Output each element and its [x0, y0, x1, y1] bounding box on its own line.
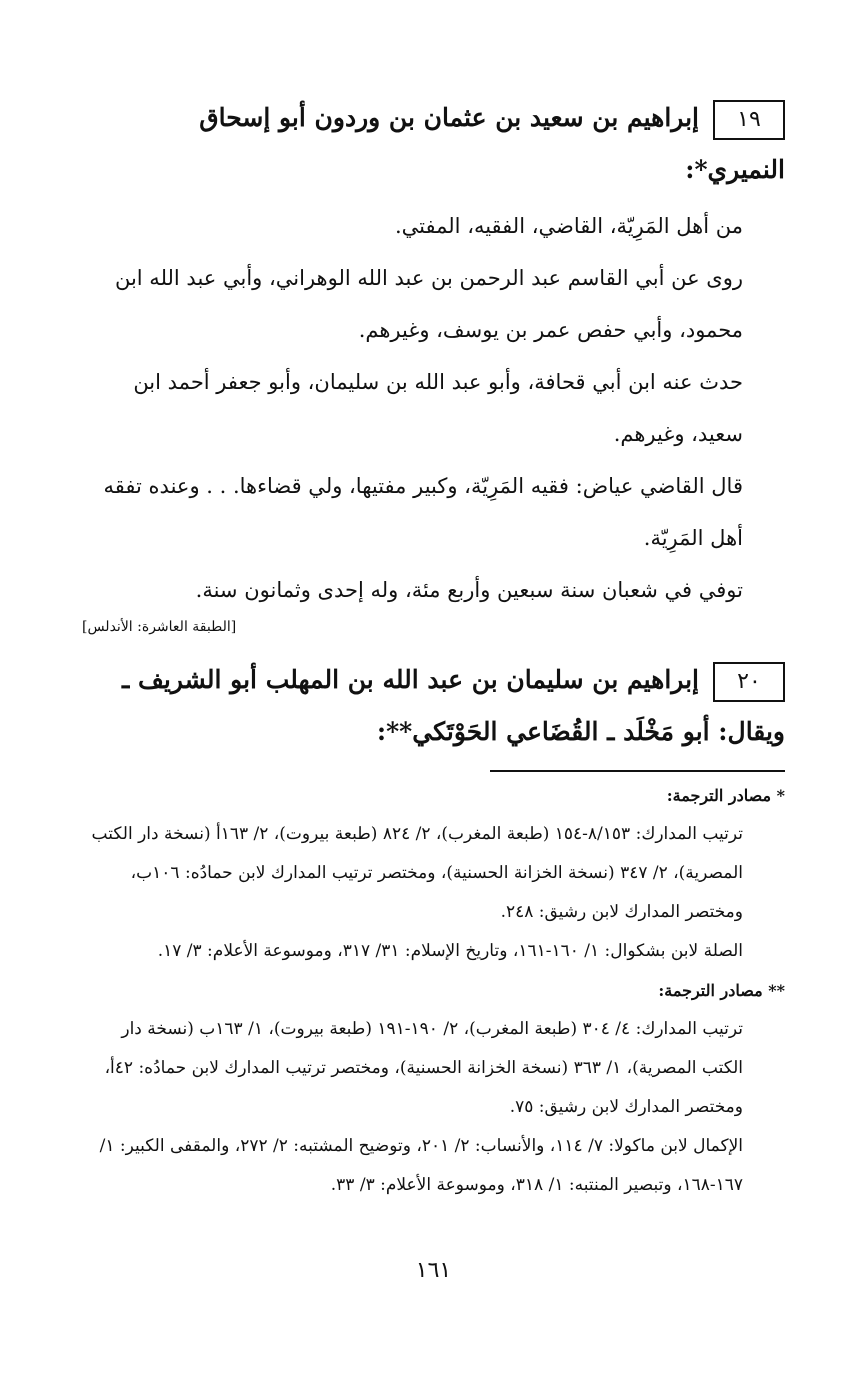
entry-19-paragraph: من أهل المَرِيّة، القاضي، الفقيه، المفتي.: [395, 214, 743, 238]
footnote-2-paragraph: الإكمال لابن ماكولا: ٧/ ١١٤، والأنساب: ٢/ ٢٠١، وتوضيح المشتبه: ٢/ ٢٧٢، والمقفى الكبير: ١/ ١٦٧-١٦٨، وتبصير المنتبه: ١/ ٣١٨، وموسوعة الأعلام: ٣/ ٣٣.: [99, 1136, 743, 1195]
entry-19-paragraph: قال القاضي عياض: فقيه المَرِيّة، وكبير مفتيها، ولي قضاءها. . . وعنده تفقه أهل المَرِيّة.: [103, 474, 743, 550]
footnote-divider: [490, 770, 785, 772]
entry-19-paragraph: توفي في شعبان سنة سبعين وأربع مئة، وله إحدى وثمانون سنة.: [195, 578, 743, 602]
footnote-1-heading: * مصادر الترجمة:: [666, 786, 785, 805]
entry-19-paragraph: حدث عنه ابن أبي قحافة، وأبو عبد الله بن سليمان، وأبو جعفر أحمد ابن سعيد، وغيرهم.: [133, 370, 743, 446]
entry-20-title-line1: إبراهيم بن سليمان بن عبد الله بن المهلب أبو الشريف ـ: [121, 665, 699, 694]
footnote-2-heading: ** مصادر الترجمة:: [658, 981, 785, 1000]
footnote-1-paragraph: الصلة لابن بشكوال: ١/ ١٦٠-١٦١، وتاريخ الإسلام: ٣١/ ٣١٧، وموسوعة الأعلام: ٣/ ١٧.: [157, 941, 743, 961]
entry-19-heading: [82, 92, 785, 196]
page-number: ١٦١: [415, 1258, 452, 1283]
entry-19-title-line2: النميري*:: [685, 155, 785, 184]
entry-20-number: ٢٠: [713, 662, 785, 702]
footnote-1-paragraph: ترتيب المدارك: ٨/١٥٣-١٥٤ (طبعة المغرب)، ٢/ ٨٢٤ (طبعة بيروت)، ٢/ ١٦٣أ (نسخة دار الكتب المصرية)، ٢/ ٣٤٧ (نسخة الخزانة الحسنية)، ومختصر ترتيب المدارك لابن حمادُه: ١٠٦ب، ومختصر المدارك لابن رشيق: ٢٤٨.: [91, 824, 743, 922]
footnote-2-paragraph: ترتيب المدارك: ٤/ ٣٠٤ (طبعة المغرب)، ٢/ ١٩٠-١٩١ (طبعة بيروت)، ١/ ١٦٣ب (نسخة دار الكتب المصرية)، ١/ ٣٦٣ (نسخة الخزانة الحسنية)، ومختصر ترتيب المدارك لابن حمادُه: ٤٢أ، ومختصر المدارك لابن رشيق: ٧٥.: [104, 1019, 743, 1117]
entry-19-title-line1: إبراهيم بن سعيد بن عثمان بن وردون أبو إسحاق: [199, 103, 699, 132]
footnotes: [82, 776, 785, 1205]
entry-19-paragraph: روى عن أبي القاسم عبد الرحمن بن عبد الله الوهراني، وأبي عبد الله ابن محمود، وأبي حفص عمر بن يوسف، وغيرهم.: [114, 266, 743, 342]
tabaqa-note: [الطبقة العاشرة: الأندلس]: [82, 619, 237, 635]
entry-20-title-line2: ويقال: أبو مَخْلَد ـ القُضَاعي الحَوْتَكي**:: [376, 717, 785, 746]
entry-19-number: ١٩: [713, 100, 785, 140]
entry-19-body: [82, 200, 785, 616]
entry-20-heading: [82, 654, 785, 758]
